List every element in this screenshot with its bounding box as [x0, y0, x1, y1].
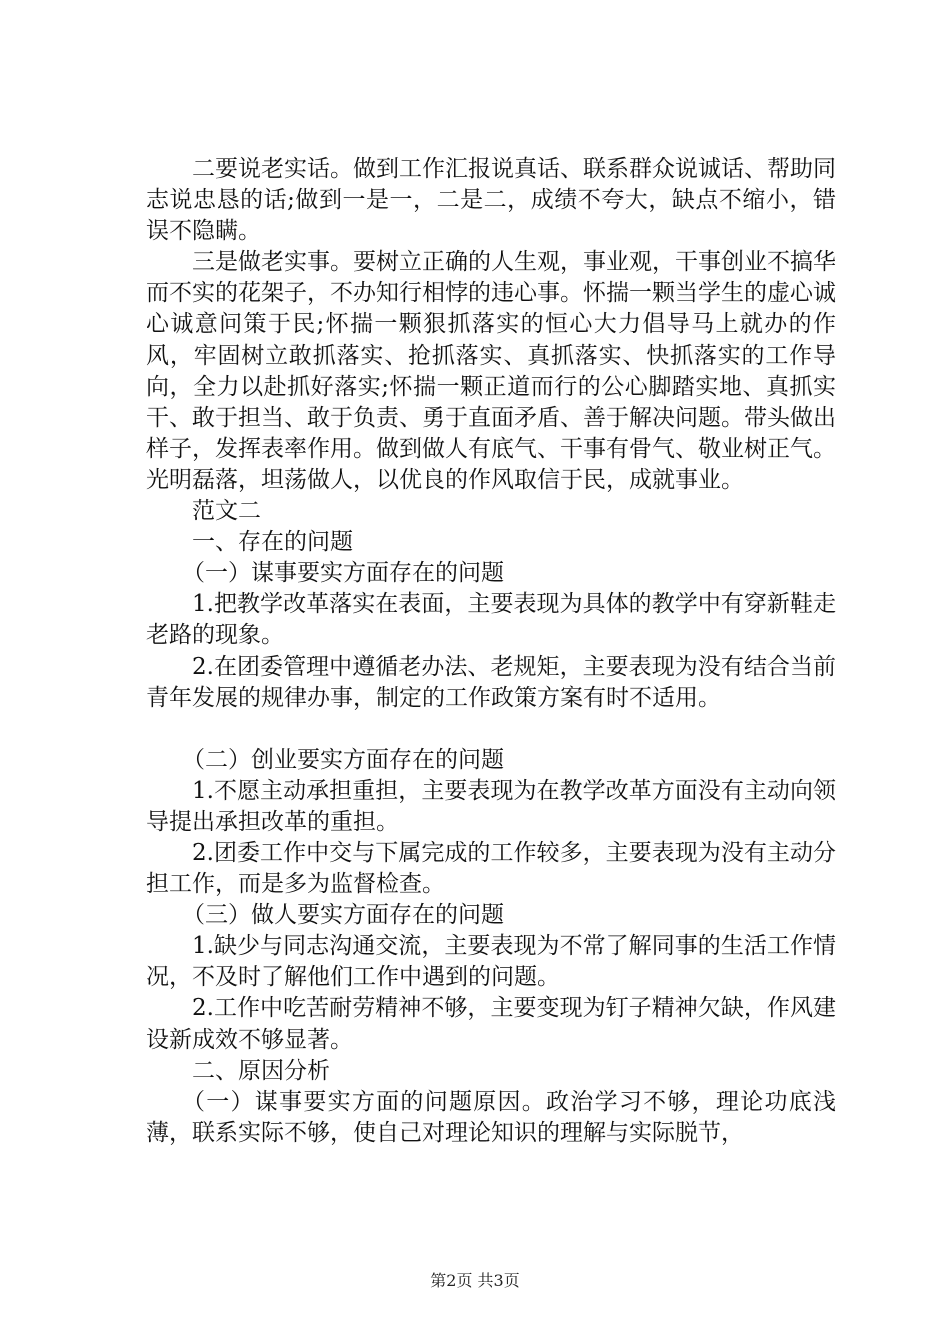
- paragraph-honest-words: 二要说老实话。做到工作汇报说真话、联系群众说诚话、帮助同志说忠恳的话;做到一是一，二是二，成绩不夸大，缺点不缩小，错误不隐瞒。: [146, 156, 836, 245]
- item-conduct-2: 2.工作中吃苦耐劳精神不够，主要变现为钉子精神欠缺，作风建设新成效不够显著。: [146, 995, 836, 1053]
- subheading-entrepreneurship-problems: （二）创业要实方面存在的问题: [182, 746, 504, 773]
- section-title-sample-two: 范文二: [192, 498, 261, 525]
- page-number-footer: 第2页 共3页: [430, 1271, 520, 1290]
- paragraph-gap: [146, 714, 836, 745]
- paragraph-honest-deeds: 三是做老实事。要树立正确的人生观，事业观，干事创业不搞华而不实的花架子，不办知行相悖的违心事。怀揣一颗当学生的虚心诚心诚意问策于民;怀揣一颗狠抓落实的恒心大力倡导马上就办的作风，牢固树立敢抓落实、抢抓落实、真抓落实、快抓落实的工作导向，全力以赴抓好落实;怀揣一颗正道而行的公心脚踏实地、真抓实干、敢于担当、敢于负责、勇于直面矛盾、善于解决问题。带头做出样子，发挥表率作用。做到做人有底气、干事有骨气、敬业树正气。光明磊落，坦荡做人，以优良的作风取信于民，成就事业。: [146, 249, 836, 493]
- item-conduct-1: 1.缺少与同志沟通交流，主要表现为不常了解同事的生活工作情况，不及时了解他们工作中遇到的问题。: [146, 933, 836, 991]
- paragraph-planning-cause: （一）谋事要实方面的问题原因。政治学习不够，理论功底浅薄，联系实际不够，使自己对理论知识的理解与实际脱节，: [146, 1088, 836, 1146]
- item-planning-1: 1.把教学改革落实在表面，主要表现为具体的教学中有穿新鞋走老路的现象。: [146, 591, 836, 649]
- item-planning-2: 2.在团委管理中遵循老办法、老规矩，主要表现为没有结合当前青年发展的规律办事，制定的工作政策方案有时不适用。: [146, 653, 836, 711]
- subheading-planning-problems: （一）谋事要实方面存在的问题: [182, 560, 504, 587]
- item-entrepreneurship-2: 2.团委工作中交与下属完成的工作较多，主要表现为没有主动分担工作，而是多为监督检查。: [146, 839, 836, 898]
- heading-existing-problems: 一、存在的问题: [192, 529, 353, 556]
- subheading-conduct-problems: （三）做人要实方面存在的问题: [182, 902, 504, 929]
- document-body: [146, 154, 836, 1149]
- item-entrepreneurship-1: 1.不愿主动承担重担，主要表现为在教学改革方面没有主动向领导提出承担改革的重担。: [146, 777, 836, 835]
- heading-cause-analysis: 二、原因分析: [192, 1057, 330, 1084]
